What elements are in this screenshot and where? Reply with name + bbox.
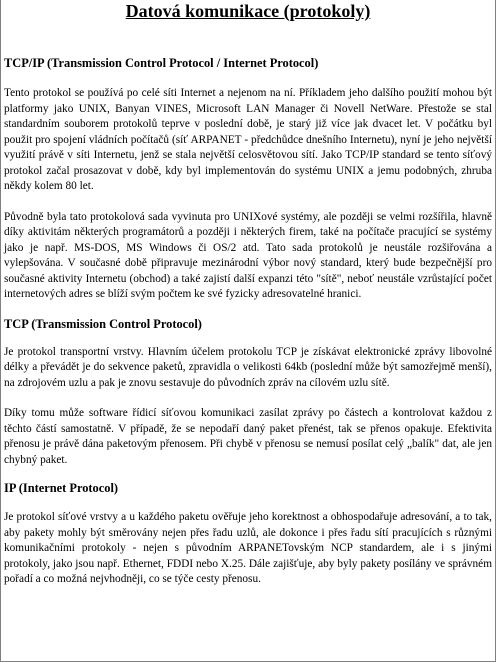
section-heading-tcp: TCP (Transmission Control Protocol) bbox=[4, 316, 202, 331]
tcpip-paragraph-1: Tento protokol se používá po celé síti Internet a nejenom na ní. Příkladem jeho dalšího použití mohou být platformy jako UNIX, Banyan VINES, Microsoft LAN Manager či Novell NetWare. Přestože se stal standardním souborem protokolů teprve v poslední době, je starý již více jak dvacet let. V počátku byl použit pro spojení vládních počítačů (síť ARPANET - předchůdce dnešního Internetu), nyní je jeho největší využití právě v síti Internetu, jenž se stala největší celosvětovou sítí. Jako TCP/IP standard se tento síťový protokol začal prosazovat v době, kdy byl implementován do systému UNIX a jemu podobných, zhruba někdy kolem 80 let. bbox=[4, 87, 492, 192]
document-body bbox=[4, 55, 492, 588]
section-heading-tcpip: TCP/IP (Transmission Control Protocol / Internet Protocol) bbox=[4, 56, 319, 70]
tcp-paragraph-1: Je protokol transportní vrstvy. Hlavním účelem protokolu TCP je získávat elektronické zprávy libovolné délky a převádět je do sekvence paketů, zpravidla o velikosti 64kb (poslední může být samozřejmě menší), na zdrojovém uzlu a pak je znovu sestavuje do původních zpráv na cílovém uzlu sítě. bbox=[4, 345, 492, 389]
section-heading-ip: IP (Internet Protocol) bbox=[4, 481, 119, 495]
ip-paragraph-1: Je protokol síťové vrstvy a u každého paketu ověřuje jeho korektnost a obhospodařuje adresování, a to tak, aby pakety mohly být směrovány nejen přes řadu uzlů, ale dokonce i přes řadu sítí pracujících s různými komunikačními protokoly - nejen s původním ARPANETovským NCP standardem, ale i s jinými protokoly, jako jsou např. Ethernet, FDDI nebo X.25. Dále zajišťuje, aby byly pakety posílány ve správném pořadí a co možná nejvhodněji, co se týče cesty přenosu. bbox=[4, 511, 492, 585]
tcp-paragraph-2: Díky tomu může software řídicí síťovou komunikaci zasílat zprávy po částech a kontrolovat každou z těchto částí samostatně. V případě, že se nepodaří daný paket přenést, tak se přenos opakuje. Efektivita přenosu je právě dána paketovým přenosem. Při chybě v přenosu se nemusí posílat celý „balík" dat, ale jen chybný paket. bbox=[4, 407, 492, 466]
tcpip-paragraph-2: Původně byla tato protokolová sada vyvinuta pro UNIXové systémy, ale později se velmi rozšířila, hlavně díky aktivitám některých programátorů a později i některých firem, také na počítače pracující se systémy jako je např. MS-DOS, MS Windows či OS/2 atd. Tato sada protokolů je neustále rozšiřována a vylepšována. V současné době připravuje mezinárodní výbor nový standard, který bude bezpečnější pro současné aktivity Internetu (obchod) a také zajistí další expanzi této "sítě", neboť neustále vzrůstající počet internetových adres se blíží svým počtem ke své fyzicky adresovatelné hranici. bbox=[4, 210, 492, 300]
document-title: Datová komunikace (protokoly) bbox=[125, 1, 371, 21]
